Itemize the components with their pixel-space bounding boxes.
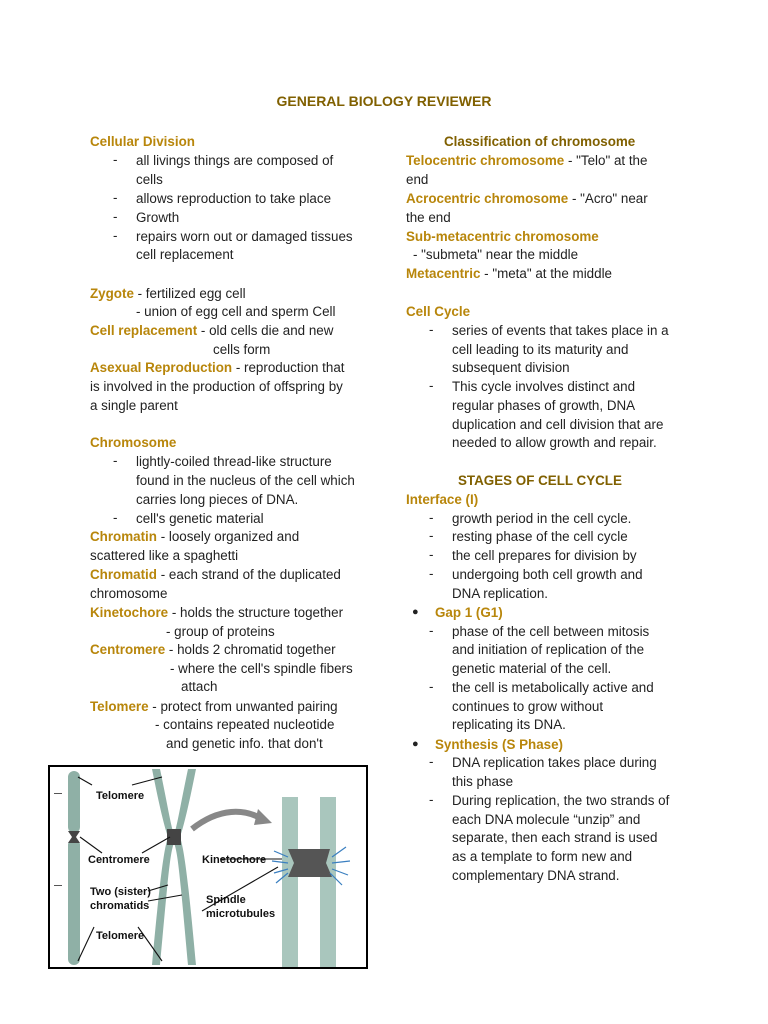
dash-bullet: - [113,209,118,224]
dash-bullet: - [429,623,434,638]
label-centromere: Centromere [88,854,150,866]
def-zygote: - fertilized egg cell [133,286,246,301]
dash-bullet: - [113,152,118,167]
definition-centromere [90,641,336,659]
definition-line: chromosome [90,586,168,601]
list-item: found in the nucleus of the cell which [136,473,355,488]
label-kinetochore: Kinetochore [202,854,267,866]
term-zygote: Zygote [90,286,134,301]
dash-bullet: - [429,322,434,337]
dash-bullet: - [429,754,434,769]
list-item: cell replacement [136,247,234,262]
definition-telomere [90,698,338,716]
def-telomere: - protect from unwanted pairing [148,699,338,714]
list-item: Growth [136,210,180,225]
dash-bullet: - [113,453,118,468]
term-kinetochore: Kinetochore [90,605,169,620]
page-title: GENERAL BIOLOGY REVIEWER [276,93,492,109]
def-centromere: - holds 2 chromatid together [165,642,336,657]
definition-chromatid [90,566,341,584]
chromatid-shape [68,839,80,965]
dash-bullet: - [429,679,434,694]
list-item: subsequent division [452,360,570,375]
dash-bullet: - [429,547,434,562]
definition-line: a single parent [90,398,178,413]
arrow-head [254,809,272,825]
list-item: all livings things are composed of [136,153,334,168]
definition-line: the end [406,210,451,225]
term-telocentric: Telocentric chromosome [406,153,565,168]
term-chromatid: Chromatid [90,567,157,582]
heading-cell-cycle: Cell Cycle [406,304,471,319]
heading-stages: STAGES OF CELL CYCLE [458,473,622,488]
scale-ticks [54,793,62,886]
list-item: allows reproduction to take place [136,191,332,206]
term-cell-replacement: Cell replacement [90,323,198,338]
heading-chromosome: Chromosome [90,435,177,450]
definition-line: - union of egg cell and sperm Cell [136,304,336,319]
def-kinetochore: - holds the structure together [168,605,344,620]
chromosome-diagram-svg [50,767,366,967]
def-cell-replacement: - old cells die and new [197,323,334,338]
list-item: During replication, the two strands of [452,793,670,808]
label-sister-2: chromatids [90,900,150,912]
label-sister-1: Two (sister) [90,886,151,898]
list-item: needed to allow growth and repair. [452,435,657,450]
list-item: undergoing both cell growth and [452,567,643,582]
term-centromere: Centromere [90,642,166,657]
list-item: series of events that takes place in a [452,323,669,338]
definition-line: - contains repeated nucleotide [155,717,335,732]
list-item: DNA replication. [452,586,549,601]
term-telomere: Telomere [90,699,149,714]
label-telomere-top: Telomere [96,790,145,802]
definition-cell-replacement [90,322,333,340]
list-item: the cell prepares for division by [452,548,637,563]
definition-kinetochore [90,604,343,622]
list-item: growth period in the cell cycle. [452,511,632,526]
label-spindle-2: microtubules [206,908,276,920]
term-submetacentric: Sub-metacentric chromosome [406,229,599,244]
heading-cellular-division: Cellular Division [90,134,195,149]
definition-chromatin [90,528,299,546]
list-item: continues to grow without [452,699,604,714]
definition-line: cells form [213,342,271,357]
def-chromatid: - each strand of the duplicated [156,567,341,582]
def-chromatin: - loosely organized and [156,529,300,544]
term-chromatin: Chromatin [90,529,157,544]
list-item: lightly-coiled thread-like structure [136,454,332,469]
list-item: the cell is metabolically active and [452,680,654,695]
dash-bullet: - [429,566,434,581]
zoom-chromatid-shape [282,797,298,967]
list-item: complementary DNA strand. [452,868,620,883]
heading-interface: Interface (I) [406,492,479,507]
dash-bullet: - [429,378,434,393]
definition-telocentric [406,152,647,170]
definition-line: end [406,172,429,187]
list-item: repairs worn out or damaged tissues [136,229,353,244]
list-item: replicating its DNA. [452,717,566,732]
list-item: DNA replication takes place during [452,755,657,770]
def-asexual: - reproduction that [232,360,345,375]
list-item: This cycle involves distinct and [452,379,636,394]
term-asexual: Asexual Reproduction [90,360,233,375]
list-item: and initiation of replication of the [452,642,645,657]
definition-line: - "submeta" near the middle [413,247,579,262]
centromere-constriction [68,831,80,843]
sister-chromatids-shape [152,769,196,965]
def-metacentric: - "meta" at the middle [480,266,612,281]
list-item: duplication and cell division that are [452,417,664,432]
zoom-chromatid-shape [320,797,336,967]
definition-asexual [90,359,345,377]
list-item: resting phase of the cell cycle [452,529,628,544]
list-item: regular phases of growth, DNA [452,398,636,413]
definition-line: - where the cell's spindle fibers [170,661,353,676]
definition-line: scattered like a spaghetti [90,548,239,563]
list-item: cell leading to its maturity and [452,342,629,357]
list-item: each DNA molecule “unzip” and [452,812,641,827]
definition-zygote [90,285,246,303]
definition-metacentric [406,265,612,283]
def-acrocentric: - "Acro" near [568,191,648,206]
list-item: separate, then each strand is used [452,830,658,845]
chromatid-shape [68,771,80,833]
term-metacentric: Metacentric [406,266,481,281]
zoom-kinetochore-shape [288,849,332,877]
list-item: cell's genetic material [136,511,264,526]
list-item: carries long pieces of DNA. [136,492,299,507]
heading-gap1: Gap 1 (G1) [435,605,503,620]
dash-bullet: - [113,228,118,243]
list-item: phase of the cell between mitosis [452,624,650,639]
list-item: this phase [452,774,514,789]
label-spindle-1: Spindle [206,894,246,906]
list-item: genetic material of the cell. [452,661,612,676]
chromosome-diagram [48,765,368,969]
dash-bullet: - [113,510,118,525]
term-acrocentric: Acrocentric chromosome [406,191,569,206]
dash-bullet: - [113,190,118,205]
definition-acrocentric [406,190,648,208]
dash-bullet: - [429,528,434,543]
heading-classification: Classification of chromosome [444,134,636,149]
dash-bullet: - [429,510,434,525]
arrow-shape [192,812,262,829]
definition-line: and genetic info. that don't [166,736,323,751]
round-bullet: ● [412,606,419,618]
definition-line: attach [181,679,218,694]
definition-line: - group of proteins [166,624,275,639]
dash-bullet: - [429,792,434,807]
def-telocentric: - "Telo" at the [564,153,648,168]
list-item: as a template to form new and [452,849,633,864]
round-bullet: ● [412,738,419,750]
label-telomere-bottom: Telomere [96,930,145,942]
list-item: cells [136,172,163,187]
definition-line: is involved in the production of offspring by [90,379,343,394]
heading-synthesis: Synthesis (S Phase) [435,737,564,752]
